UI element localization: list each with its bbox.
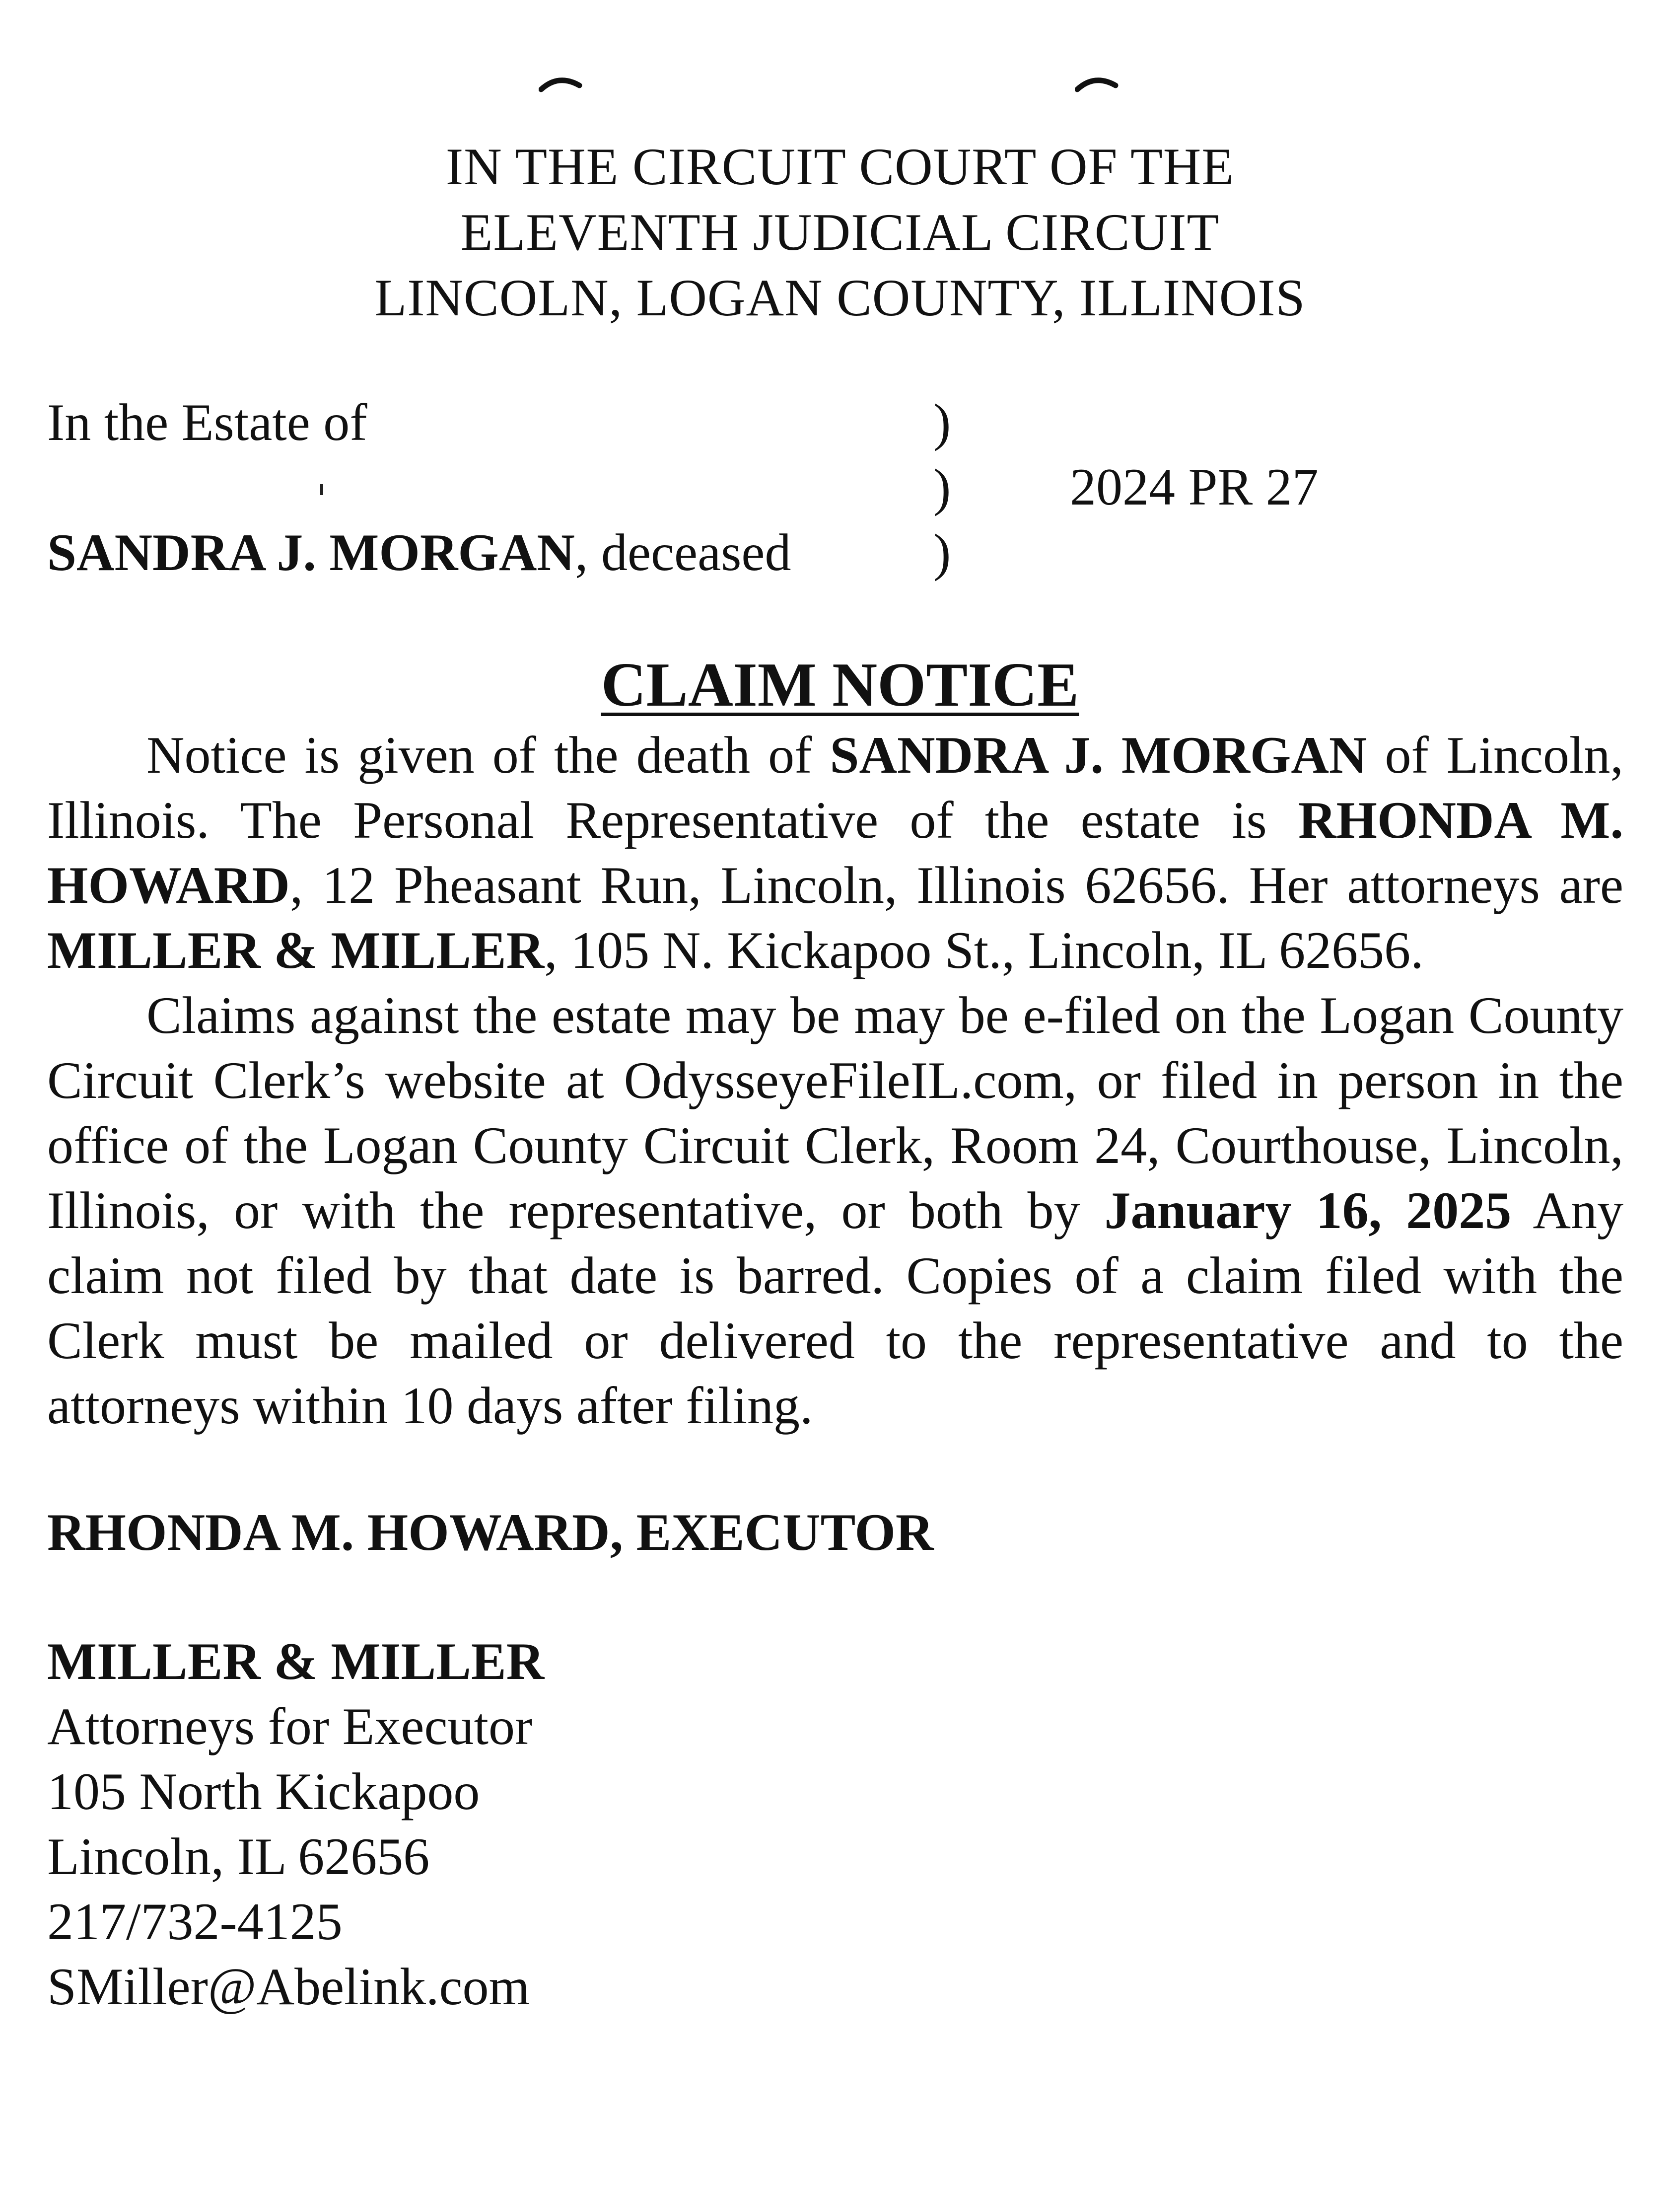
court-line-3: LINCOLN, LOGAN COUNTY, ILLINOIS [374,269,1306,327]
p2-text-2: Any claim not filed by that date is barred. Copies of a claim filed with the Clerk must be mailed or delivered to the representative and to the attorneys within 10 days after filing. [47,1181,1623,1435]
attorney-role: Attorneys for Executor [47,1697,533,1755]
punch-mark-right [1075,74,1120,94]
decedent-suffix: , deceased [574,523,791,582]
p1-representative: RHONDA M. HOWARD [47,791,1623,914]
case-number: 2024 PR 27 [1070,458,1319,516]
stray-mark [320,484,323,495]
p1-text-2: of Lincoln, Illinois. The Personal Representative of the estate is [47,726,1624,849]
attorney-street: 105 North Kickapoo [47,1762,480,1821]
decedent-name: SANDRA J. MORGAN [47,523,575,582]
court-line-1: IN THE CIRCUIT COURT OF THE [445,138,1235,196]
paragraph-claims [47,983,1623,1438]
estate-of-label: In the Estate of [47,393,367,451]
punch-mark-left [539,74,583,94]
attorney-firm: MILLER & MILLER [47,1632,545,1690]
notice-title-text: CLAIM NOTICE [601,651,1079,720]
caption-paren-2: ) [933,458,951,516]
p1-decedent: SANDRA J. MORGAN [830,726,1367,784]
court-heading [0,134,1680,331]
executor-signature: RHONDA M. HOWARD, EXECUTOR [47,1503,934,1561]
caption-paren-3: ) [933,523,951,582]
notice-body [47,723,1623,1438]
attorney-city: Lincoln, IL 62656 [47,1827,430,1886]
p1-firm: MILLER & MILLER [47,921,545,979]
attorney-email: SMiller@Abelink.com [47,1958,530,2016]
attorney-block [47,1629,544,2019]
court-line-2: ELEVENTH JUDICIAL CIRCUIT [460,203,1220,261]
p1-text-1: Notice is given of the death of [146,726,830,784]
notice-title [0,646,1680,725]
p2-text-1: Claims against the estate may be may be e-filed on the Logan County Circuit Clerk’s website at OdysseyeFileIL.com, or filed in person in the office of the Logan County Circuit Clerk, Room 24, Courthouse, Lincoln, Illinois, or with the representative, or both by [47,986,1623,1239]
p2-deadline: January 16, 2025 [1104,1181,1512,1239]
decedent-line [47,522,791,583]
p1-text-4: , 105 N. Kickapoo St., Lincoln, IL 62656. [544,921,1424,979]
attorney-phone: 217/732-4125 [47,1893,343,1951]
case-caption [47,392,1437,591]
caption-paren-1: ) [933,393,951,451]
p1-text-3: , 12 Pheasant Run, Lincoln, Illinois 62656. Her attorneys are [289,856,1623,914]
paragraph-death-notice [47,723,1623,983]
